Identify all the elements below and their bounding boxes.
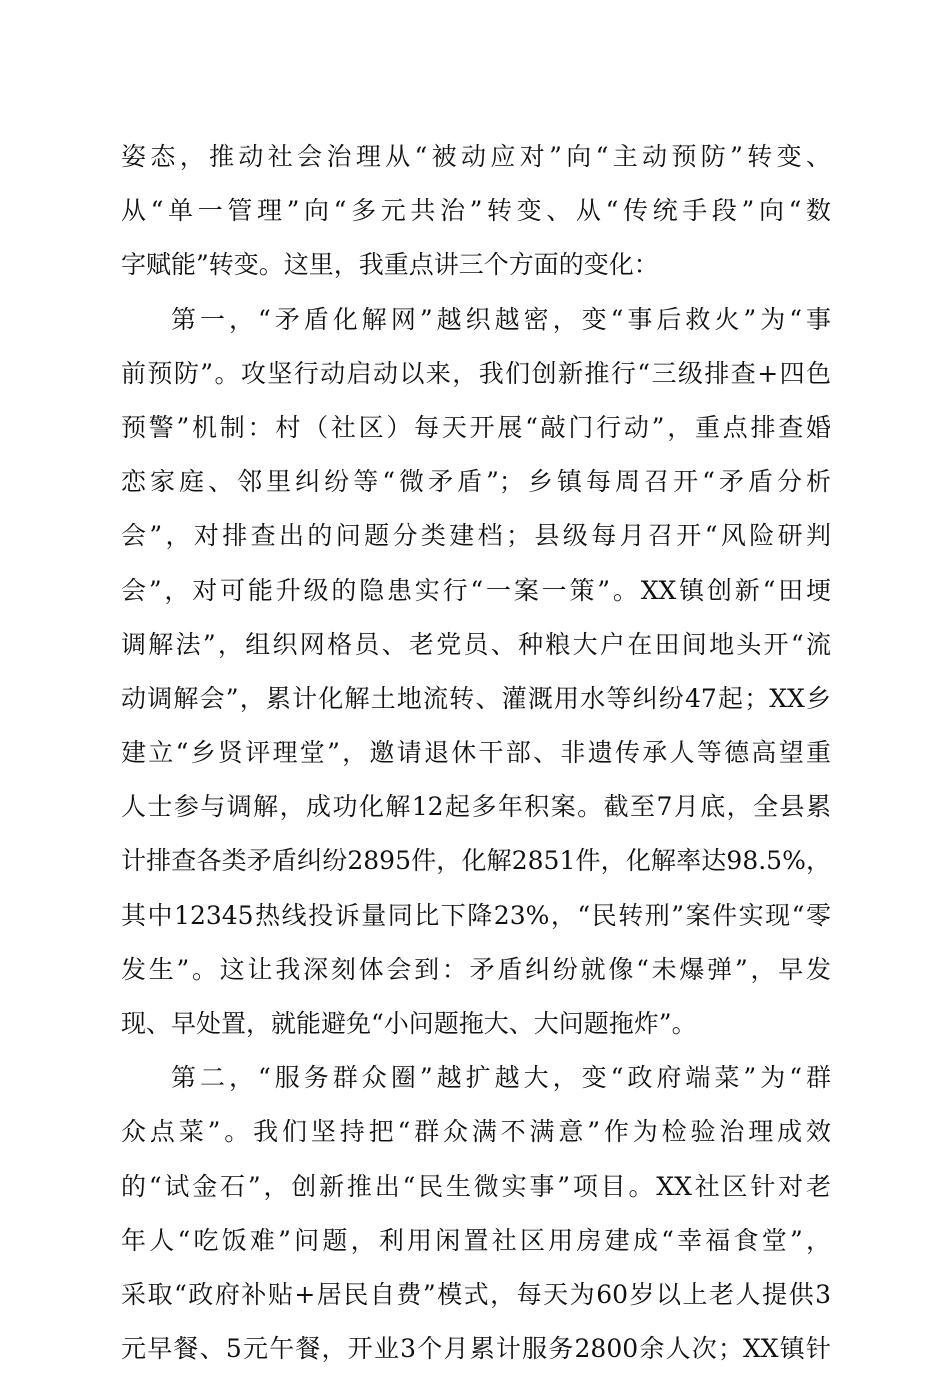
text-line: 会”，对排查出的问题分类建档；县级每月召开“风险研判: [121, 521, 831, 551]
text-line: 第一，“矛盾化解网”越织越密，变“事后救火”为“事: [171, 304, 831, 334]
text-line: 采取“政府补贴+居民自费”模式，每天为60岁以上老人提供3: [121, 1279, 831, 1309]
text-line: 其中12345热线投诉量同比下降23%，“民转刑”案件实现“零: [121, 900, 831, 930]
body-text: [121, 130, 831, 1376]
text-line: 年人“吃饭难”问题，利用闲置社区用房建成“幸福食堂”，: [121, 1225, 831, 1255]
text-line: 恋家庭、邻里纠纷等“微矛盾”；乡镇每周召开“矛盾分析: [121, 467, 831, 497]
text-line: 元早餐、5元午餐，开业3个月累计服务2800余人次；XX镇针: [121, 1334, 831, 1364]
text-line: 建立“乡贤评理堂”，邀请退休干部、非遗传承人等德高望重: [121, 738, 831, 768]
text-line: 从“单一管理”向“多元共治”转变、从“传统手段”向“数: [121, 196, 831, 226]
text-line: 前预防”。攻坚行动启动以来，我们创新推行“三级排查+四色: [121, 358, 831, 388]
text-line: 第二，“服务群众圈”越扩越大，变“政府端菜”为“群: [171, 1063, 831, 1093]
text-line: 预警”机制：村（社区）每天开展“敲门行动”，重点排查婚: [121, 412, 831, 442]
text-line: 人士参与调解，成功化解12起多年积案。截至7月底，全县累: [121, 792, 831, 822]
text-line: 现、早处置，就能避免“小问题拖大、大问题拖炸”。: [121, 1009, 697, 1038]
text-line: 计排查各类矛盾纠纷2895件，化解2851件，化解率达98.5%，: [121, 846, 831, 876]
text-line: 动调解会”，累计化解土地流转、灌溉用水等纠纷47起；XX乡: [121, 683, 831, 713]
text-line: 字赋能”转变。这里，我重点讲三个方面的变化：: [121, 250, 659, 280]
text-line: 的“试金石”，创新推出“民生微实事”项目。XX社区针对老: [121, 1171, 831, 1201]
text-line: 姿态，推动社会治理从“被动应对”向“主动预防”转变、: [121, 142, 832, 171]
text-line: 众点菜”。我们坚持把“群众满不满意”作为检验治理成效: [121, 1117, 831, 1147]
text-line: 会”，对可能升级的隐患实行“一案一策”。XX镇创新“田埂: [121, 575, 831, 605]
text-line: 发生”。这让我深刻体会到：矛盾纠纷就像“未爆弹”，早发: [121, 954, 831, 984]
text-line: 调解法”，组织网格员、老党员、种粮大户在田间地头开“流: [121, 629, 831, 659]
